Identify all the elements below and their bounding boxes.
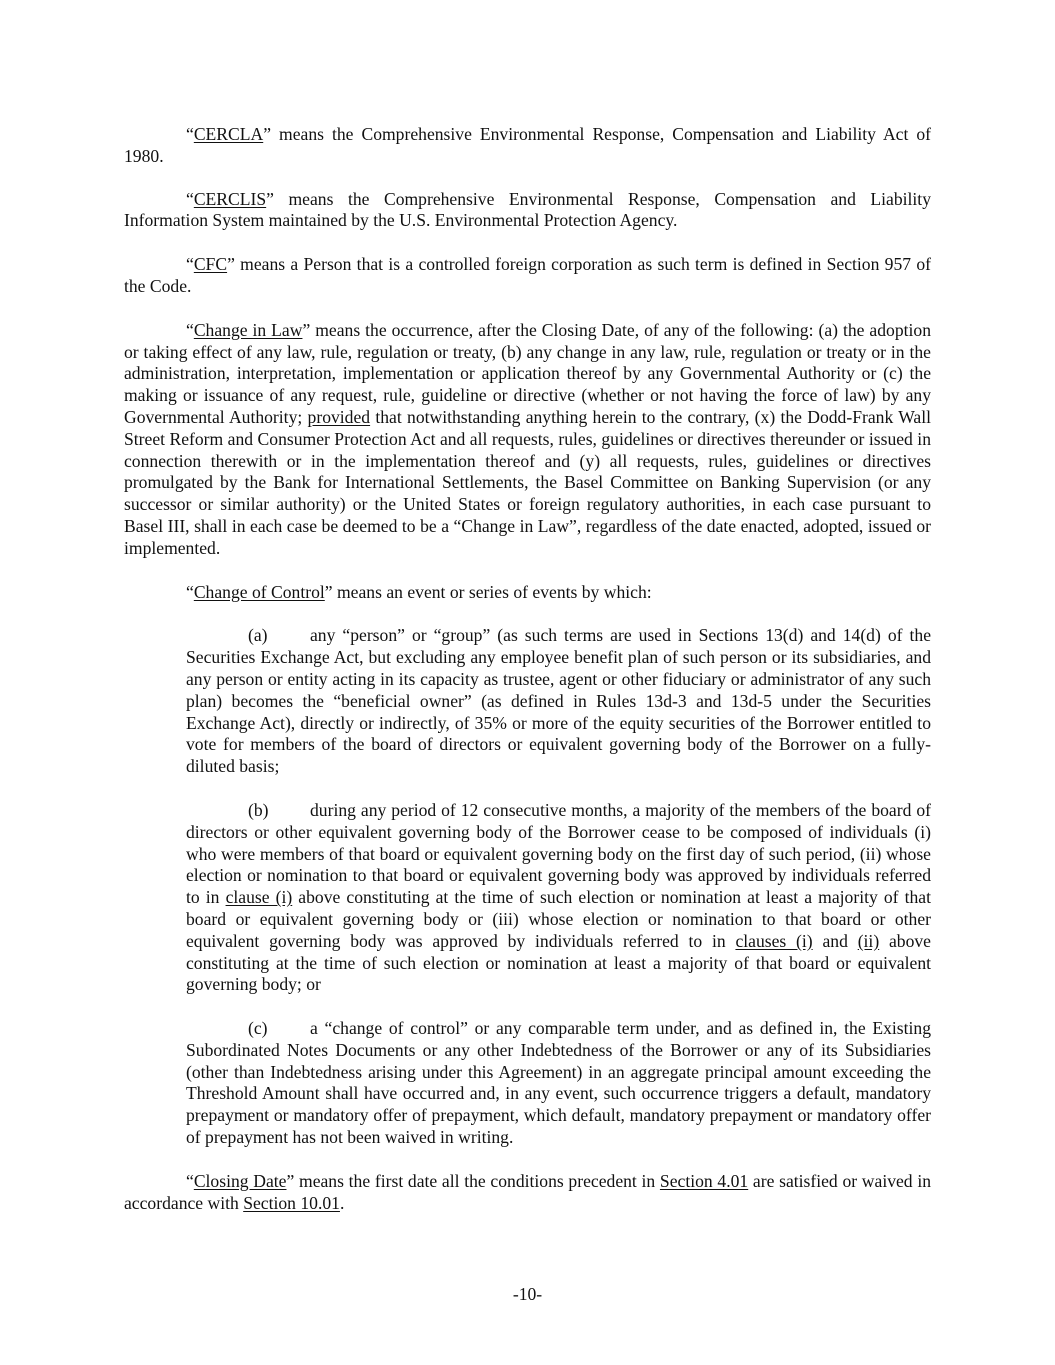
defined-term-change-in-law: Change in Law [193, 319, 303, 340]
clause-text: and [812, 930, 858, 951]
clause-label: (c) [248, 1018, 268, 1039]
definition-change-in-law [124, 320, 931, 560]
open-quote: “ [186, 319, 194, 340]
defined-term-cfc: CFC [193, 254, 228, 275]
open-quote: “ [186, 254, 194, 275]
clause-text: during any period of 12 consecutive months, a majority of the members of the board of directors or other equivalent governing body of the Borrower cease to be composed of individuals (i) who were members of that board or equivalent governing body on the first day of such period, (ii) whose election or nomination to that board or equivalent governing body was approved by individuals referred to in [186, 799, 931, 908]
definition-change-of-control [124, 582, 931, 604]
definition-text: that notwithstanding anything herein to the contrary, (x) the Dodd-Frank Wall Street Reform and Consumer Protection Act and all requests, rules, guidelines or directives thereunder or issued in connection therewith or in the implementation thereof and (y) all requests, rules, guidelines or directives promulgated by the Bank for International Settlements, the Basel Committee on Banking Supervision (or any successor or similar authority) or the United States or foreign regulatory authorities, in each case pursuant to Basel III, shall in each case be deemed to be a “Change in Law”, regardless of the date enacted, adopted, issued or implemented. [124, 406, 931, 558]
close-quote: ” [302, 319, 311, 340]
page-number: -10- [512, 1284, 543, 1304]
definition-text: means an event or series of events by which: [332, 581, 652, 602]
cross-reference: clause (i) [225, 887, 293, 908]
definition-closing-date [124, 1171, 931, 1215]
provided-proviso: provided [307, 406, 371, 427]
definition-text: means the Comprehensive Environmental Response, Compensation and Liability Information System maintained by the U.S. Environmental Protection Agency. [124, 188, 931, 231]
cross-reference: (ii) [857, 930, 880, 951]
clause-label: (a) [248, 625, 268, 646]
clause-text: any “person” or “group” (as such terms are used in Sections 13(d) and 14(d) of the Securities Exchange Act, but excluding any employee benefit plan of such person or its subsidiaries, and any person or entity acting in its capacity as trustee, agent or other fiduciary or administrator of any such plan) becomes the “beneficial owner” (as defined in Rules 13d-3 and 13d-5 under the Securities Exchange Act), directly or indirectly, of 35% or more of the equity securities of the Borrower entitled to vote for members of the board of directors or equivalent governing body of the Borrower on a fully-diluted basis; [186, 625, 931, 777]
clause-b [186, 800, 931, 996]
defined-term-cercla: CERCLA [193, 124, 264, 144]
open-quote: “ [186, 1170, 194, 1191]
cross-reference: clauses (i) [735, 930, 813, 951]
clause-a [186, 625, 931, 778]
clause-label: (b) [248, 799, 269, 820]
close-quote: ” [263, 124, 272, 144]
defined-term-cerclis: CERCLIS [193, 188, 267, 209]
close-quote: ” [286, 1170, 295, 1191]
cross-reference: Section 4.01 [659, 1170, 749, 1191]
close-quote: ” [266, 188, 274, 209]
defined-term-change-of-control: Change of Control [193, 581, 325, 602]
clause-text: a “change of control” or any comparable term under, and as defined in, the Existing Subordinated Notes Documents or any other Indebtedness of the Borrower or any of its Subsidiaries (other than Indebtedness arising under this Agreement) in an aggregate principal amount exceeding the Threshold Amount shall have occurred and, in any event, such occurrence triggers a default, mandatory prepayment or mandatory offer of prepayment, which default, mandatory prepayment or mandatory offer of prepayment has not been waived in writing. [186, 1018, 931, 1148]
defined-term-closing-date: Closing Date [193, 1170, 287, 1191]
open-quote: “ [186, 188, 194, 209]
definition-text: means the occurrence, after the Closing Date, of any of the following: (a) the adoption or taking effect of any law, rule, regulation or treaty, (b) any change in any law, rule, regulation or treaty or in the administration, interpretation, implementation or application thereof by any Governmental Authority or (c) the making or issuance of any request, rule, guideline or directive (whether or not having the force of law) by any Governmental Authority; [124, 319, 931, 427]
definition-text: are satisfied or waived in accordance with [124, 1170, 932, 1213]
clause-text: above constituting at the time of such election or nomination at least a majority of that board or equivalent governing body or (iii) whose election or nomination to that board or other equivalent governing body was approved by individuals referred to in [186, 887, 931, 951]
document-page [124, 124, 931, 1236]
open-quote: “ [186, 124, 194, 144]
definition-cercla [124, 124, 931, 168]
close-quote: ” [324, 581, 333, 602]
clause-c [186, 1018, 931, 1149]
clause-text: above constituting at the time of such election or nomination at least a majority of that board or equivalent governing body; or [186, 930, 931, 995]
open-quote: “ [186, 581, 194, 602]
definition-cerclis [124, 189, 931, 233]
definition-text: means the Comprehensive Environmental Response, Compensation and Liability Act of 1980. [124, 124, 931, 166]
definition-text: . [339, 1192, 345, 1213]
definition-text: means a Person that is a controlled foreign corporation as such term is defined in Section 957 of the Code. [124, 254, 931, 296]
cross-reference: Section 10.01 [243, 1192, 340, 1213]
close-quote: ” [227, 254, 235, 275]
definition-text: means the first date all the conditions precedent in [294, 1170, 660, 1191]
definition-cfc [124, 254, 931, 298]
